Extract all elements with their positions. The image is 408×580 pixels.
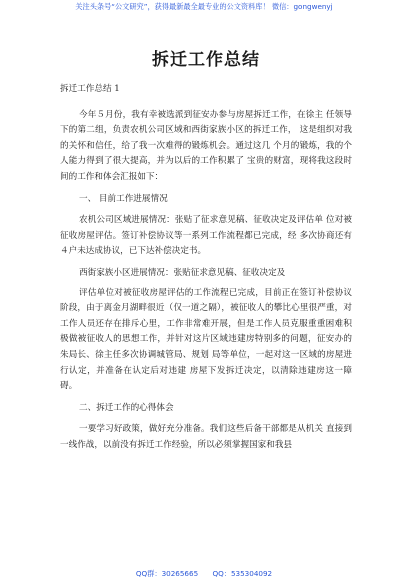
paragraph-study-policy: 一要学习好政策，做好充分准备。我们这些后备干部都是从机关 直接到一线作战，以前没有拆迁工作经验，所以必须掌握国家和我县 (60, 424, 352, 450)
document-title: 拆迁工作总结 (152, 50, 260, 70)
footer-contact (0, 568, 408, 580)
header-banner: 关注头条号“公文研究”，获得最新最全最专业的公文资料库！ 微信：gongwenyj (75, 2, 333, 11)
document-subtitle: 拆迁工作总结 1 (60, 84, 120, 94)
document-body (60, 42, 352, 453)
footer-qq-group: QQ群：30265665 (135, 569, 199, 578)
paragraph-west-street-progress: 西街家族小区进展情况：张贴征求意见稿、征收决定及 (79, 267, 286, 278)
paragraph-farm-machinery-progress: 农机公司区域进展情况：张贴了征求意见稿、征收决定及评估单 位对被征收房屋评估。签订补偿协议等一系列工作流程都已完成，经 多次协商还有４户未达成协议，已下达补偿决定书。 (60, 215, 352, 257)
paragraph-west-street-details: 评估单位对被征收房屋评估的工作流程已完成，目前正在签订补偿协议阶段，由于离金月湖畔很近（仅一道之隔），被征收人的攀比心里很严重，对工作人员还存在排斥心里，工作非常难开展，但是工作人员克服重重困难积极做被征收人的思想工作，并针对这片区域违建房特别多的问题，征安办的朱局长、徐主任多次协调城管局、规划 局等单位，一起对这一区域的房屋进行认定，并准备在认定后对违建 房屋下发拆迁决定，以清除违建房这一障碍。 (60, 287, 352, 392)
paragraph-intro: 今年５月份，我有幸被选派到征安办参与房屋拆迁工作，在徐主 任领导下的第二组，负责农机公司区域和西街家族小区的拆迁工作， 这是组织对我的关怀和信任，给了我一次难得的锻炼机会。通过这几 个月的锻炼，我的个人能力得到了很大提高，并为以后的工作积累了 宝贵的财富，现将我这段时间的工作和体会汇报如下： (60, 109, 352, 182)
section-heading-progress: 一、 目前工作进展情况 (79, 193, 168, 204)
footer-qq: QQ：535304092 (212, 569, 273, 578)
section-heading-experience: 二、拆迁工作的心得体会 (79, 402, 174, 413)
